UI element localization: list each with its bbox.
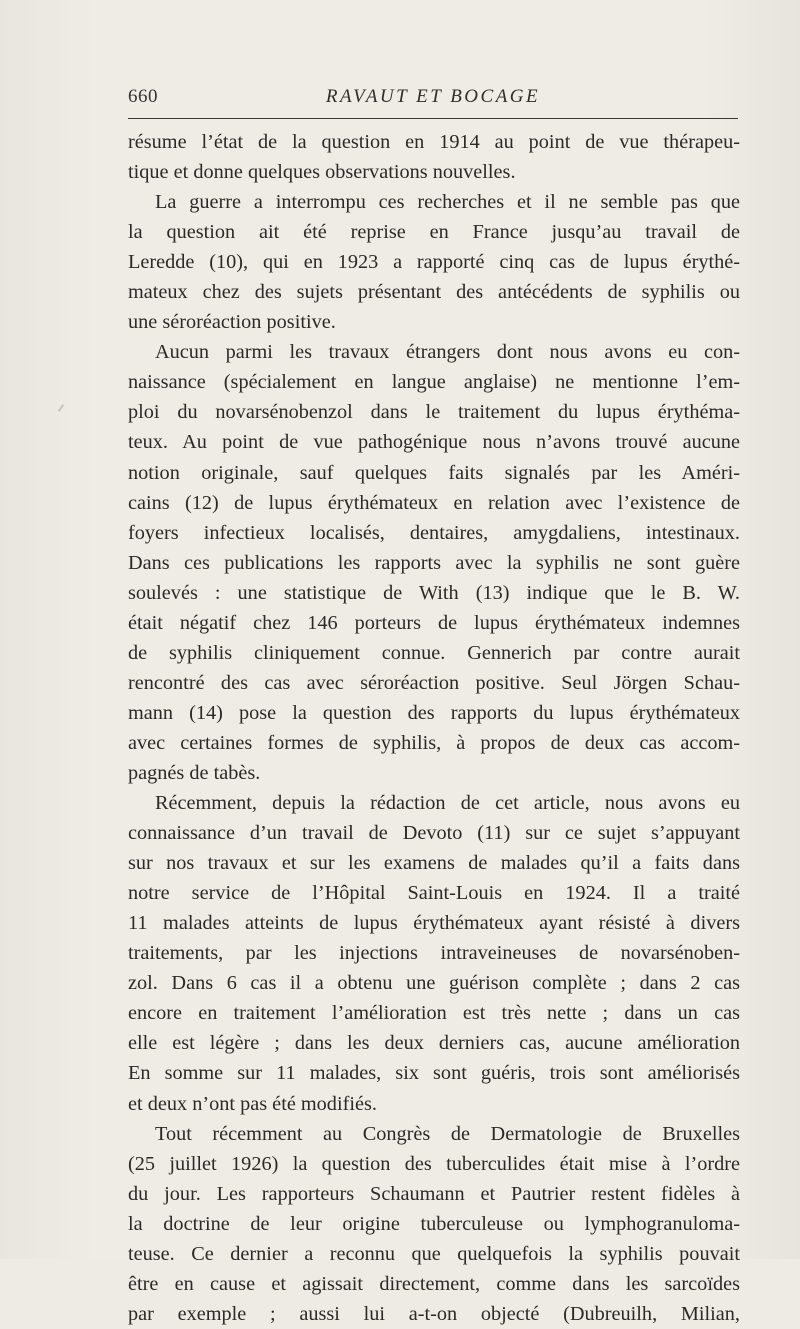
text-line: une séroréaction positive. — [128, 311, 336, 334]
text-line: tique et donne quelques observations nouvelles. — [128, 161, 516, 184]
text-line: mateux chez des sujets présentant des antécédents de syphilis ou — [128, 281, 740, 304]
text-line: traitements, par les injections intraveineuses de novarsénoben- — [128, 942, 740, 965]
text-line: En somme sur 11 malades, six sont guéris, trois sont améliorisés — [128, 1062, 740, 1085]
text-line: de syphilis cliniquement connue. Gennerich par contre aurait — [128, 641, 740, 664]
running-title: RAVAUT ET BOCAGE — [325, 86, 541, 107]
text-line: pagnés de tabès. — [128, 761, 261, 784]
text-line: avec certaines formes de syphilis, à propos de deux cas accom- — [128, 731, 740, 754]
text-line: 11 malades atteints de lupus érythémateux ayant résisté à divers — [128, 912, 740, 935]
body-text — [128, 127, 740, 1329]
text-line: teuse. Ce dernier a reconnu que quelquefois la syphilis pouvait — [128, 1242, 740, 1265]
text-line: la question ait été reprise en France jusqu’au travail de — [128, 221, 740, 244]
text-line: teux. Au point de vue pathogénique nous n’avons trouvé aucune — [128, 431, 740, 454]
text-line: Récemment, depuis la rédaction de cet article, nous avons eu — [155, 792, 740, 815]
text-line: foyers infectieux localisés, dentaires, amygdaliens, intestinaux. — [128, 521, 740, 544]
text-line: connaissance d’un travail de Devoto (11) sur ce sujet s’appuyant — [128, 822, 740, 845]
page-header — [128, 86, 738, 116]
text-line: Dans ces publications les rapports avec la syphilis ne sont guère — [128, 551, 740, 574]
text-line: Tout récemment au Congrès de Dermatologie de Bruxelles — [155, 1122, 740, 1145]
text-line: la doctrine de leur origine tuberculeuse ou lymphogranuloma- — [128, 1212, 740, 1235]
text-line: Leredde (10), qui en 1923 a rapporté cinq cas de lupus érythé- — [128, 251, 740, 274]
text-line: cains (12) de lupus érythémateux en relation avec l’existence de — [128, 491, 740, 514]
paper-mark — [58, 404, 64, 412]
page-number: 660 — [128, 86, 158, 107]
text-line: zol. Dans 6 cas il a obtenu une guérison complète ; dans 2 cas — [128, 972, 740, 995]
text-line: rencontré des cas avec séroréaction positive. Seul Jörgen Schau- — [128, 671, 740, 694]
text-line: mann (14) pose la question des rapports du lupus érythémateux — [128, 701, 740, 724]
text-line: notre service de l’Hôpital Saint-Louis en 1924. Il a traité — [128, 882, 740, 905]
text-line: elle est légère ; dans les deux derniers cas, aucune amélioration — [128, 1032, 740, 1055]
text-line: par exemple ; aussi lui a-t-on objecté (Dubreuilh, Milian, — [128, 1302, 740, 1325]
text-line: notion originale, sauf quelques faits signalés par les Améri- — [128, 461, 740, 484]
text-line: La guerre a interrompu ces recherches et il ne semble pas que — [155, 191, 740, 214]
text-line: soulevés : une statistique de With (13) indique que le B. W. — [128, 581, 740, 604]
text-line: encore en traitement l’amélioration est très nette ; dans un cas — [128, 1002, 740, 1025]
text-line: du jour. Les rapporteurs Schaumann et Pautrier restent fidèles à — [128, 1182, 740, 1205]
text-line: Aucun parmi les travaux étrangers dont nous avons eu con- — [155, 341, 740, 364]
text-line: et deux n’ont pas été modifiés. — [128, 1092, 377, 1115]
text-line: (25 juillet 1926) la question des tuberculides était mise à l’ordre — [128, 1152, 740, 1175]
text-line: naissance (spécialement en langue anglaise) ne mentionne l’em- — [128, 371, 740, 394]
text-line: sur nos travaux et sur les examens de malades qu’il a faits dans — [128, 852, 740, 875]
text-line: était négatif chez 146 porteurs de lupus érythémateux indemnes — [128, 611, 740, 634]
header-rule — [128, 118, 738, 119]
text-line: résume l’état de la question en 1914 au point de vue thérapeu- — [128, 131, 740, 153]
text-line: être en cause et agissait directement, comme dans les sarcoïdes — [128, 1272, 740, 1295]
text-line: ploi du novarsénobenzol dans le traitement du lupus érythéma- — [128, 401, 740, 424]
